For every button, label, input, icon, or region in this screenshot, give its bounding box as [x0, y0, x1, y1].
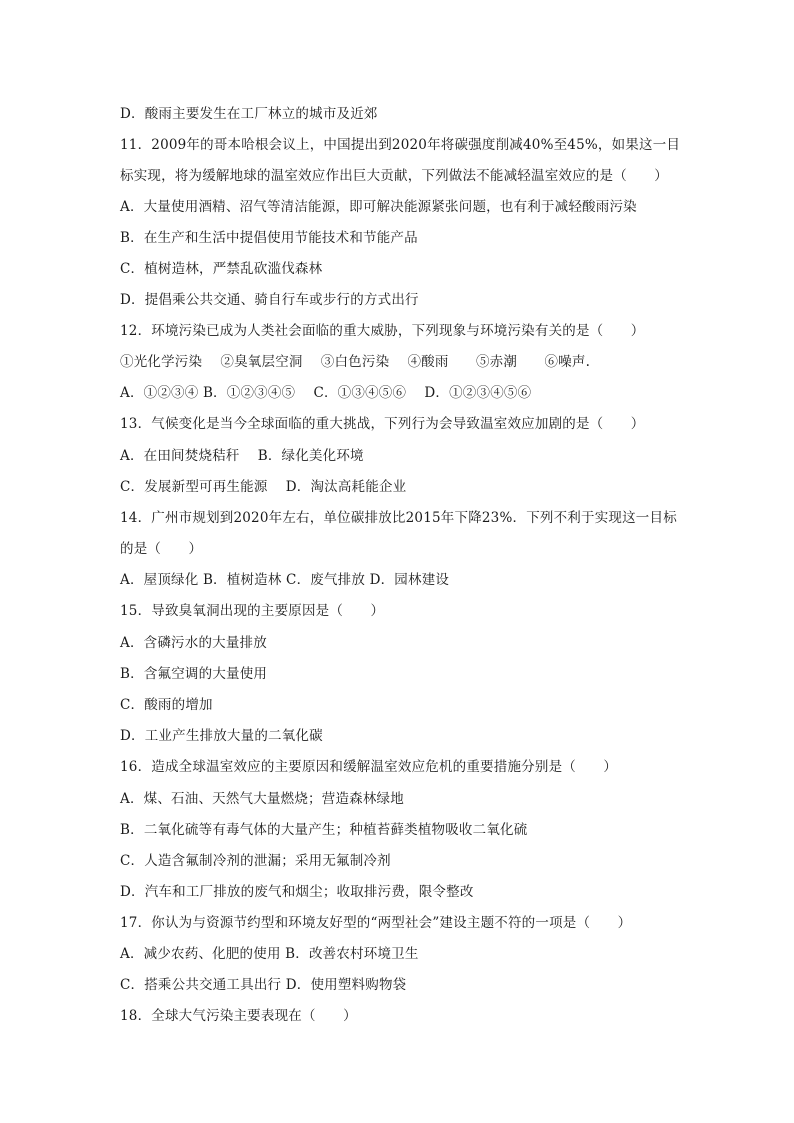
question-13-stem: 13．气候变化是当今全球面临的重大挑战，下列行为会导致温室效应加剧的是（ ）: [120, 416, 645, 432]
option-16-c: C．人造含氟制冷剂的泄漏；采用无氟制冷剂: [120, 853, 391, 869]
question-17-stem: 17．你认为与资源节约型和环境友好型的“两型社会”建设主题不符的一项是（ ）: [120, 915, 632, 931]
question-11-stem: 11．2009年的哥本哈根会议上，中国提出到2020年将碳强度削减40%至45%，如果这一目: [120, 137, 681, 153]
option-10-d: D．酸雨主要发生在工厂林立的城市及近郊: [120, 106, 378, 122]
option-16-b: B．二氧化硫等有毒气体的大量产生；种植苔藓类植物吸收二氧化硫: [120, 822, 528, 838]
question-14-stem: 14．广州市规划到2020年左右，单位碳排放比2015年下降23%．下列不利于实现这一目标: [120, 510, 677, 526]
question-12-options: A．①②③④ B．①②③④⑤ C．①③④⑤⑥ D．①②③④⑤⑥: [120, 385, 532, 401]
option-11-b: B．在生产和生活中提倡使用节能技术和节能产品: [120, 230, 418, 246]
option-16-a: A．煤、石油、天然气大量燃烧；营造森林绿地: [120, 791, 404, 807]
question-14-options: A．屋顶绿化 B．植树造林 C．废气排放 D．园林建设: [120, 572, 450, 588]
question-13-options-cd: C．发展新型可再生能源 D．淘汰高耗能企业: [120, 479, 407, 495]
question-17-options-ab: A．减少农药、化肥的使用 B．改善农村环境卫生: [120, 946, 419, 962]
option-11-c: C．植树造林，严禁乱砍滥伐森林: [120, 261, 323, 277]
option-11-a: A．大量使用酒精、沼气等清洁能源，即可解决能源紧张问题，也有利于减轻酸雨污染: [120, 199, 637, 215]
question-16-stem: 16．造成全球温室效应的主要原因和缓解温室效应危机的重要措施分别是（ ）: [120, 759, 618, 775]
question-14-stem-cont: 的是（ ）: [120, 541, 203, 557]
option-16-d: D．汽车和工厂排放的废气和烟尘；收取排污费，限令整改: [120, 884, 474, 900]
option-15-b: B．含氟空调的大量使用: [120, 666, 268, 682]
question-18-stem: 18．全球大气污染主要表现在（ ）: [120, 1008, 357, 1024]
question-12-stem: 12．环境污染已成为人类社会面临的重大威胁，下列现象与环境污染有关的是（ ）: [120, 323, 645, 339]
option-11-d: D．提倡乘公共交通、骑自行车或步行的方式出行: [120, 292, 419, 308]
question-13-options-ab: A．在田间焚烧秸秆 B．绿化美化环境: [120, 448, 364, 464]
question-12-items: ①光化学污染 ②臭氧层空洞 ③白色污染 ④酸雨 ⑤赤潮 ⑥噪声.: [120, 354, 591, 370]
option-15-c: C．酸雨的增加: [120, 697, 213, 713]
option-15-d: D．工业产生排放大量的二氧化碳: [120, 728, 323, 744]
question-15-stem: 15．导致臭氧洞出现的主要原因是（ ）: [120, 603, 385, 619]
question-11-stem-cont: 标实现，将为缓解地球的温室效应作出巨大贡献，下列做法不能减轻温室效应的是（ ）: [120, 168, 668, 184]
option-15-a: A．含磷污水的大量排放: [120, 635, 267, 651]
question-17-options-cd: C．搭乘公共交通工具出行 D．使用塑料购物袋: [120, 977, 407, 993]
